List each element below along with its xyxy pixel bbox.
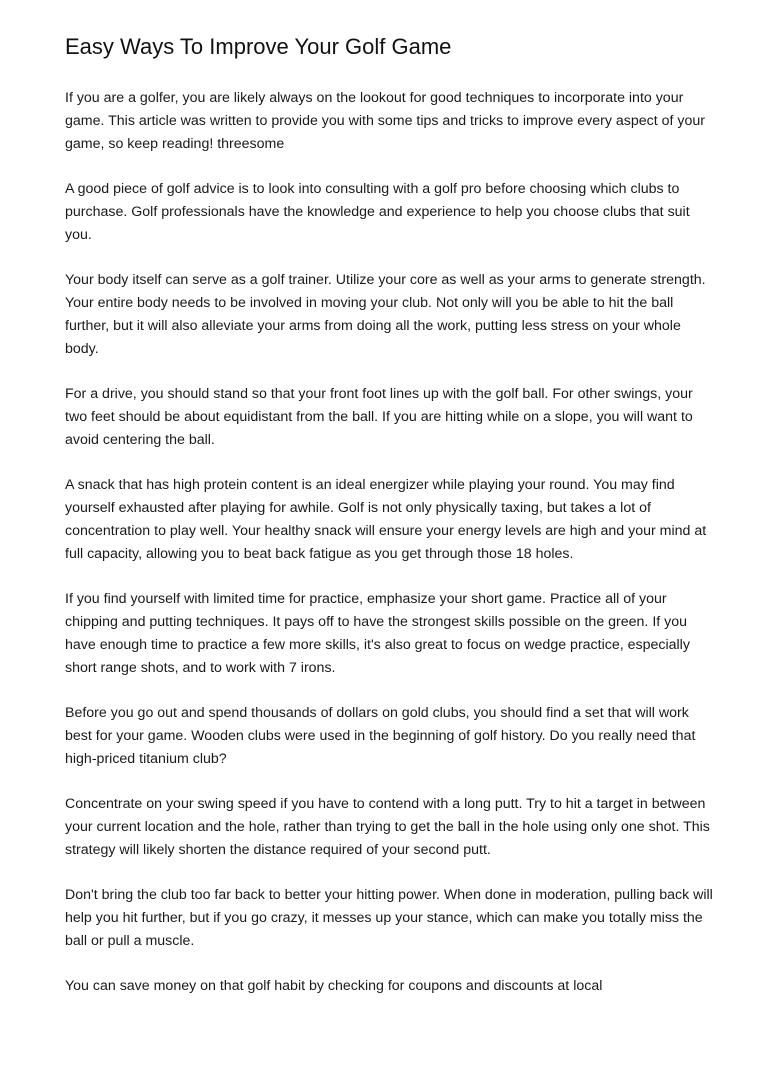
paragraph-10: You can save money on that golf habit by checking for coupons and discounts at local [65,978,603,994]
paragraph-8: Concentrate on your swing speed if you have to contend with a long putt. Try to hit a target in between your current location and the hole, rather than trying to get the ball in the hole using only one shot. This strategy will likely shorten the distance required of your second putt. [65,796,710,858]
paragraph-6: If you find yourself with limited time for practice, emphasize your short game. Practice all of your chipping and putting techniques. It pays off to have the strongest skills possible on the green. If you have enough time to practice a few more skills, it's also great to focus on wedge practice, especially short range shots, and to work with 7 irons. [65,591,690,676]
paragraph-1: If you are a golfer, you are likely always on the lookout for good techniques to incorporate into your game. This article was written to provide you with some tips and tricks to improve every aspect of your game, so keep reading! threesome [65,90,706,152]
paragraph-9: Don't bring the club too far back to better your hitting power. When done in moderation, pulling back will help you hit further, but if you go crazy, it messes up your stance, which can make you totally miss the ball or pull a muscle. [65,887,713,949]
paragraph-5: A snack that has high protein content is an ideal energizer while playing your round. You may find yourself exhausted after playing for awhile. Golf is not only physically taxing, but takes a lot of concentration to play well. Your healthy snack will ensure your energy levels are high and your mind at full capacity, allowing you to beat back fatigue as you get through those 18 holes. [65,477,707,562]
paragraph-2: A good piece of golf advice is to look into consulting with a golf pro before choosing which clubs to purchase. Golf professionals have the knowledge and experience to help you choose clubs that suit you. [65,181,690,243]
paragraph-3: Your body itself can serve as a golf trainer. Utilize your core as well as your arms to generate strength. Your entire body needs to be involved in moving your club. Not only will you be able to hit the ball further, but it will also alleviate your arms from doing all the work, putting less stress on your whole body. [65,272,706,357]
paragraph-7: Before you go out and spend thousands of dollars on gold clubs, you should find a set that will work best for your game. Wooden clubs were used in the beginning of golf history. Do you really need that high-priced titanium club? [65,705,696,767]
page-title: Easy Ways To Improve Your Golf Game [65,34,452,59]
paragraph-4: For a drive, you should stand so that your front foot lines up with the golf ball. For other swings, your two feet should be about equidistant from the ball. If you are hitting while on a slope, you will want to avoid centering the ball. [65,386,693,448]
document-page [65,33,715,1020]
